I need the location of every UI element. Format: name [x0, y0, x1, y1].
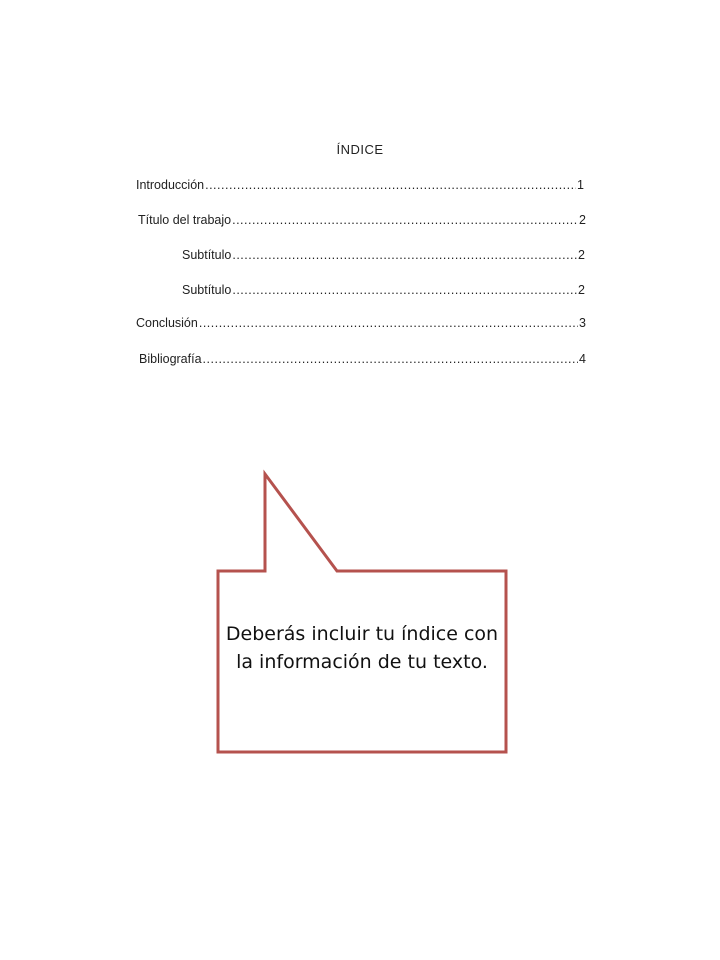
toc-entry-label: Bibliografía: [139, 352, 202, 366]
toc-entry-label: Subtítulo: [182, 283, 232, 297]
toc-entry-label: Introducción: [136, 178, 205, 192]
toc-title-text: ÍNDICE: [336, 142, 384, 157]
toc-entry-label: Título del trabajo: [138, 213, 232, 227]
toc-entry-page: 2: [579, 213, 586, 227]
toc-entry-label: Subtítulo: [182, 248, 232, 262]
toc-entry-page: 2: [578, 283, 585, 297]
callout-text: Deberás incluir tu índice con la información de tu texto.: [225, 623, 499, 673]
toc-entry-label: Conclusión: [136, 316, 198, 330]
toc-entry-page: 1: [577, 178, 584, 192]
toc-entry-page: 2: [578, 248, 585, 262]
toc-entry-page: 3: [579, 316, 586, 330]
toc-entry-page: 4: [579, 352, 586, 366]
speech-callout-shape: [218, 474, 506, 752]
